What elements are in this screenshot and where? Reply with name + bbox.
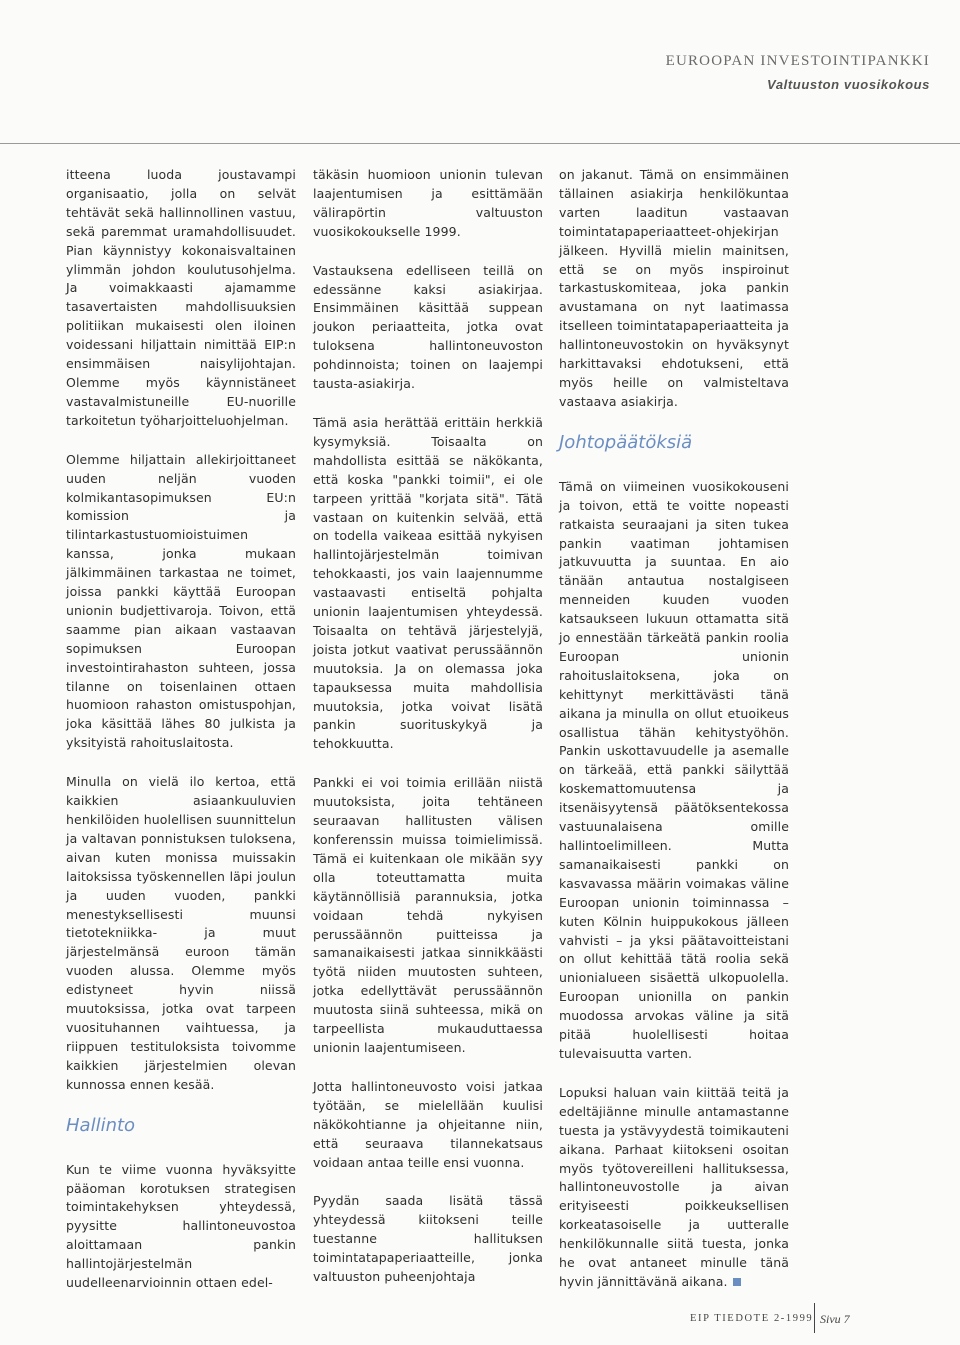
column-1 bbox=[66, 166, 296, 1313]
paragraph: Minulla on vielä ilo kertoa, että kaikkien asiaankuuluvien henkilöiden huolellisen suunnittelun ja valtavan ponnistuksen tuloksena, aivan kuten monissa muissakin laitoksissa työskennellen läpi joulun ja uuden vuoden, pankki menestyksellisesti muunsi tietotekniikka- ja muut järjestelmänsä euroon tämän vuoden alussa. Olemme myös edistyneet hyvin niissä muutoksissa, jotka ovat tarpeen vuosituhannen vaihtuessa, ja riippuen testituloksista toivomme kaikkien järjestelmien olevan kunnossa ennen kesää. bbox=[66, 774, 296, 1092]
section-subtitle: Valtuuston vuosikokous bbox=[767, 77, 930, 92]
closing-text: Lopuksi haluan vain kiittää teitä ja edeltäjiänne minulle antamastanne tuesta ja ystävyydestä toimikauteni aikana. Parhaat kiitokseni osoitan myös työtovereilleni hallituksessa, hallintoneuvostolle ja aivan erityiseesti poikkeuksellisen korkeatasoiselle ja uutteralle henkilökunnalle siitä tuesta, jonka he ovat antaneet minulle tänä hyvin jännittävänä aikana. bbox=[559, 1084, 789, 1289]
paragraph: Jotta hallintoneuvosto voisi jatkaa työtään, se mielellään kuulisi näkökohtianne ja ohjeitanne niin, että seuraava tilannekatsaus voidaan antaa teille ensi vuonna. bbox=[313, 1078, 543, 1170]
publication-issue: EIP TIEDOTE 2-1999 bbox=[690, 1313, 814, 1324]
footer-divider bbox=[814, 1303, 815, 1333]
column-2 bbox=[313, 166, 543, 1307]
paragraph: Pyydän saada lisätä tässä yhteydessä kiitokseni teille tuestanne hallituksen toimintatapaperiaatteille, jonka valtuuston puheenjohtaja bbox=[313, 1193, 543, 1285]
paragraph: täkäsin huomioon unionin tulevan laajentumisen ja esittämään välirapörtin valtuuston vuosikokoukselle 1999. bbox=[313, 167, 543, 239]
paragraph: Tämä on viimeinen vuosikokouseni ja toivon, että te voitte nopeasti ratkaista seuraajani ja siten tukea pankin vaatiman johtamisen jatkuvuutta ja suuntaa. En aio tänään antautua nostalgiseen menneiden kuuden vuoden katsaukseen lukuun ottamatta sitä jo ennestään tärkeätä pankin roolia Euroopan unionin rahoituslaitoksena, joka on kehittynyt merkittävästi tänä aikana ja minulla on ollut etuoikeus osallistua tähän kehitystyöhön. Pankin uskottavuudelle ja asemalle on tärkeää, että pankki säilyttää koskemattomuutensa ja itsenäisyytensä päätöksentekossa vastuunalaisena omille hallintoelimilleen. Mutta samanaikaisesti pankki on kasvavassa määrin voimakas väline Euroopan unionin toiminnassa – kuten Kölnin huippukokous jälleen vahvisti – ja yksi päätavoitteistani on ollut kehittää tätä roolia sekä unionialueen sisäettä ulkopuolella. Euroopan unionilla on pankin muodossa arvokas väline ja sitä pitää huolellisesti hoitaa tulevaisuutta varten. bbox=[559, 478, 789, 1061]
paragraph: Pankki ei voi toimia erillään niistä muutoksista, joita tehtäneen seuraavan hallitusten välisen konferenssin muissa toimielimissä. Tämä ei kuitenkaan ole mikään syy olla toteuttamatta muita käytännöllisiä parannuksia, jotka voidaan tehdä nykyisen perussäännön puitteissa ja samanaikaisesti jatkaa sinnikkäästi työtä niiden muutosten suhteen, jotka edellyttävät perussäännön muutosta siinä suhteessa, mikä on tarpeellista mukauduttaessa unionin laajentumiseen. bbox=[313, 775, 543, 1055]
header-divider bbox=[0, 143, 960, 144]
column-3 bbox=[559, 166, 789, 1312]
paragraph: on jakanut. Tämä on ensimmäinen tällainen asiakirja henkilökuntaa varten laaditun vastaavan toimintatapaperiaatteet-ohjekirjan jälkeen. Hyvillä mielin mainitsen, että se on myös inspiroinut tarkastuskomiteaa, joka pankin avustamana on nyt laatimassa itselleen toimintatapaperiaatteita ja hallintoneuvostokin on hyväksynyt harkittavaksi ehdotukseni, että myös heille on valmisteltava vastaava asiakirja. bbox=[559, 167, 789, 409]
section-heading-johtopaatoksia: Johtopäätöksiä bbox=[559, 431, 693, 453]
closing-paragraph bbox=[559, 1084, 789, 1292]
paragraph: Vastauksena edelliseen teillä on edessänne kaksi asiakirjaa. Ensimmäinen käsittää suppean joukon periaatteita, jotka ovat tuloksena hallintoneuvoston pohdinnoista; toinen on laajempi tausta-asiakirja. bbox=[313, 262, 543, 392]
paragraph: Olemme hiljattain allekirjoittaneet uuden neljän vuoden kolmikantasopimuksen EU:n komission ja tilintarkastustuomioistuimen kanssa, jonka mukaan jälkimmäinen tarkastaa ne toimet, joissa pankki käyttää Euroopan unionin budjettivaroja. Toivon, että saamme pian aikaan vastaavan sopimuksen Euroopan investointirahaston suhteen, jossa tilanne on toisenlainen ottaen huomioon rahaston omistuspohjan, joka käsittää lähes 80 julkista ja yksityistä rahoituslaitosta. bbox=[66, 451, 296, 751]
paragraph: itteena luoda joustavampi organisaatio, jolla on selvät tehtävät sekä hallinnollinen vastuu, sekä paremmat uramahdollisuudet. Pian käynnistyy kokonaisvaltainen ylimmän johdon koulutusohjelma. Ja voimakkaasti ajamamme tasavertaisten mahdollisuuksien politiikan mukaisesti olen iloinen voidessani hiljattain nimittää EIP:n ensimmäisen naisylijohtajan. Olemme myös käynnistäneet vastavalmistuneille EU-nuorille tarkoitetun työharjoitteluohjelman. bbox=[66, 167, 296, 428]
publisher-title: EUROOPAN INVESTOINTIPANKKI bbox=[665, 53, 930, 69]
paragraph: Tämä asia herättää erittäin herkkiä kysymyksiä. Toisaalta on mahdollista esittää se näkökanta, että koska "pankki toimii", ei ole tarpeen yrittää "korjata sitä". Tätä vastaan on kuitenkin selvää, että on todella vaikeaa esittää nykyisen hallintojärjestelmän toimivan tehokkaasti, jos vain laajennumme vastaavasti entiseltä pohjalta unionin laajentumisen yhteydessä. Toisaalta on tehtävä järjestelyjä, joista jotkut vaativat perussäännön muutoksia. Ja on olemassa joka tapauksessa muita mahdollisia muutoksia, jotka voivat lisätä pankin suorituskykyä ja tehokkuutta. bbox=[313, 414, 543, 752]
section-heading-hallinto: Hallinto bbox=[66, 1114, 136, 1136]
page-number: Sivu 7 bbox=[820, 1312, 850, 1326]
page-header bbox=[666, 52, 930, 94]
paragraph: Kun te viime vuonna hyväksyitte pääoman korotuksen strategisen toimintakehyksen yhteydessä, pyysitte hallintoneuvostoa aloittamaan pankin hallintojärjestelmän uudelleenarvioinnin ottaen edel- bbox=[66, 1161, 296, 1291]
end-of-article-square-icon bbox=[733, 1278, 741, 1286]
